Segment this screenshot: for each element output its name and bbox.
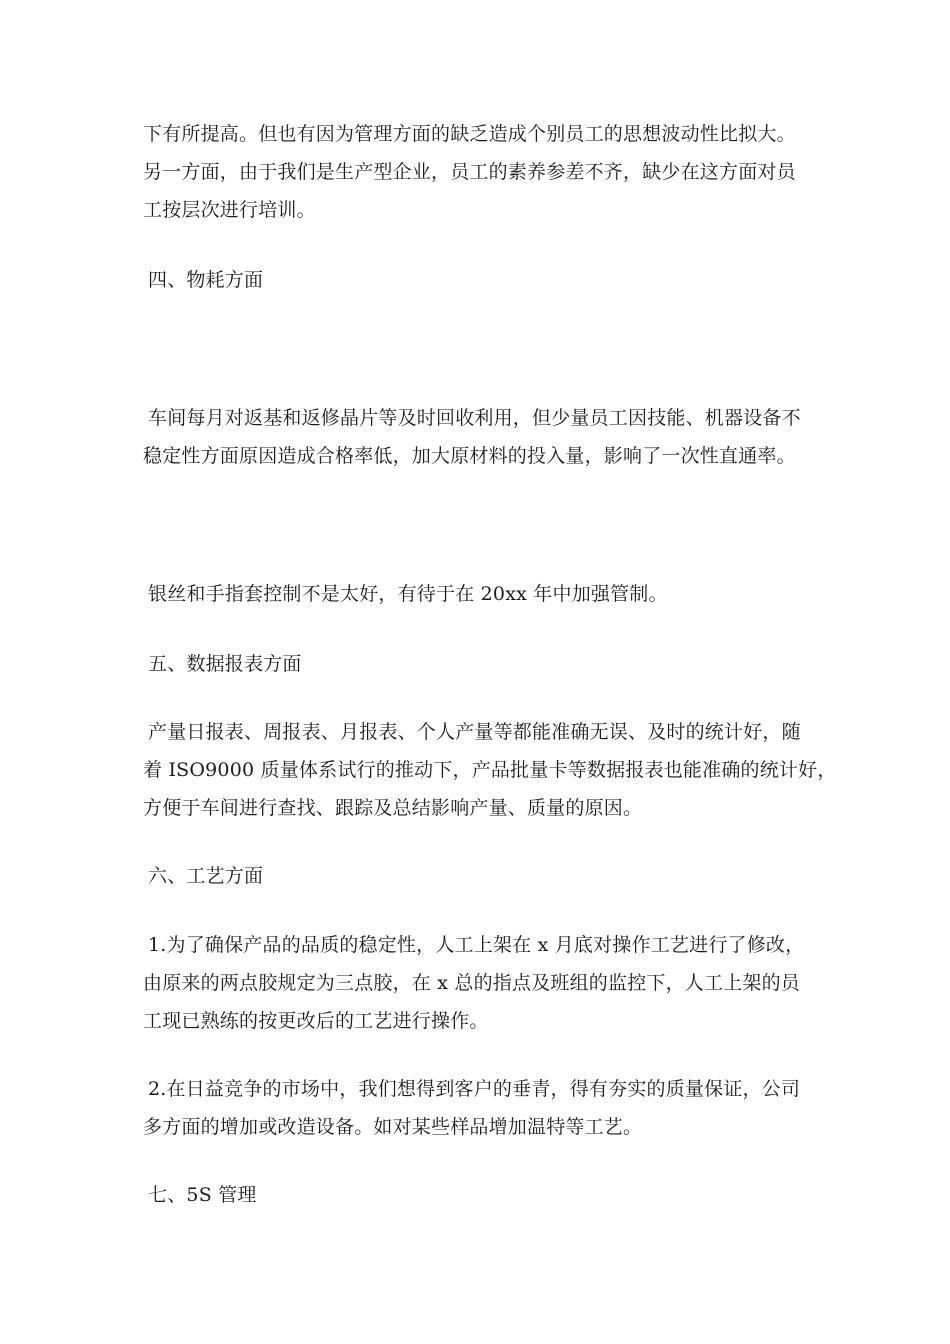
section-heading: 五、数据报表方面 — [148, 653, 302, 675]
section-heading: 四、物耗方面 — [148, 269, 264, 291]
paragraph-line: 1.为了确保产品的品质的稳定性，人工上架在 x 月底对操作工艺进行了修改， — [148, 934, 805, 956]
paragraph-line: 方便于车间进行查找、跟踪及总结影响产量、质量的原因。 — [143, 797, 643, 819]
section-heading: 七、5S 管理 — [148, 1184, 257, 1206]
paragraph-line: 银丝和手指套控制不是太好，有待于在 20xx 年中加强管制。 — [148, 583, 668, 605]
paragraph-line: 由原来的两点胶规定为三点胶，在 x 总的指点及班组的监控下，人工上架的员 — [143, 972, 800, 994]
paragraph-line: 工现已熟练的按更改后的工艺进行操作。 — [143, 1010, 489, 1032]
paragraph-line: 另一方面，由于我们是生产型企业，员工的素养参差不齐，缺少在这方面对员 — [143, 161, 796, 183]
paragraph-line: 着 ISO9000 质量体系试行的推动下，产品批量卡等数据报表也能准确的统计好， — [143, 759, 837, 781]
paragraph-line: 工按层次进行培训。 — [143, 199, 316, 221]
paragraph-line: 下有所提高。但也有因为管理方面的缺乏造成个别员工的思想波动性比拟大。 — [143, 123, 796, 145]
section-heading: 六、工艺方面 — [148, 865, 264, 887]
paragraph-line: 产量日报表、周报表、月报表、个人产量等都能准确无误、及时的统计好，随 — [148, 721, 801, 743]
paragraph-line: 多方面的增加或改造设备。如对某些样品增加温特等工艺。 — [143, 1116, 643, 1138]
paragraph-line: 车间每月对返基和返修晶片等及时回收利用，但少量员工因技能、机器设备不 — [148, 407, 801, 429]
paragraph-line: 2.在日益竞争的市场中，我们想得到客户的垂青，得有夯实的质量保证，公司 — [148, 1078, 801, 1100]
paragraph-line: 稳定性方面原因造成合格率低，加大原材料的投入量，影响了一次性直通率。 — [143, 445, 796, 467]
